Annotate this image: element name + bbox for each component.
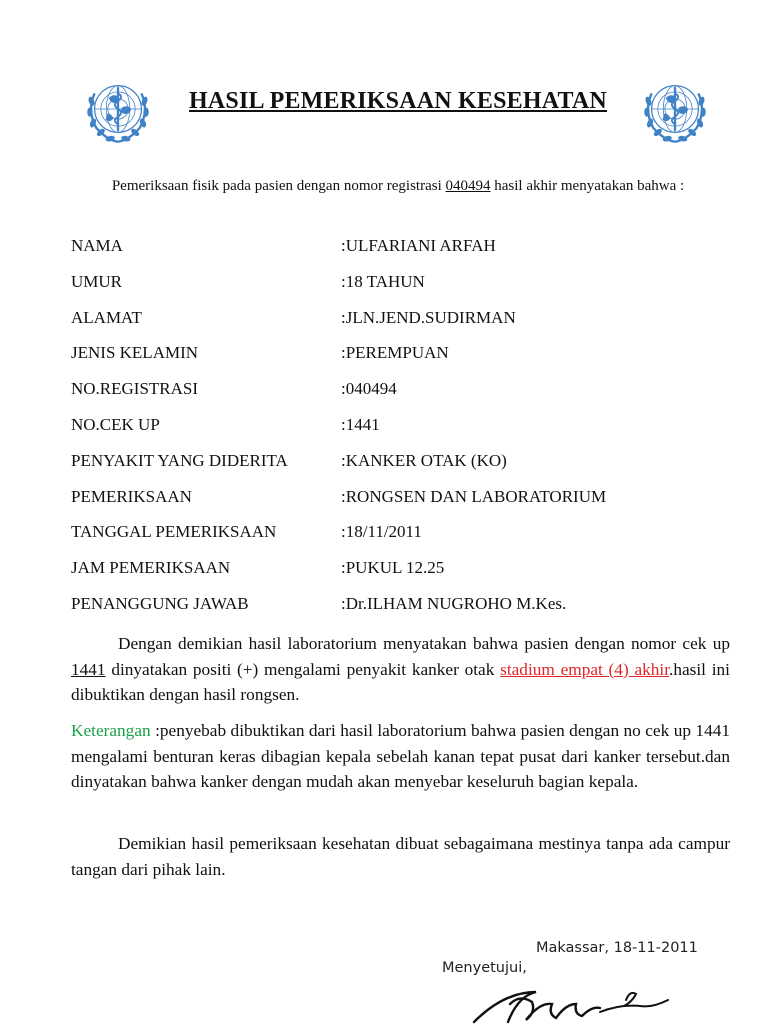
field-row-penyakit <box>71 451 751 487</box>
field-row-umur <box>71 272 751 308</box>
intro-text-after: hasil akhir menyatakan bahwa : <box>490 178 685 194</box>
stage-highlight: stadium empat (4) akhir <box>500 659 670 679</box>
field-label: JENIS KELAMIN <box>71 343 199 363</box>
approval-label: Menyetujui, <box>442 960 527 976</box>
checkup-number: 1441 <box>71 659 106 679</box>
result-paragraph <box>71 631 730 708</box>
field-row-jenis-kelamin <box>71 343 751 379</box>
field-label: NO.CEK UP <box>71 414 160 434</box>
result-text-1: Dengan demikian hasil laboratorium menyatakan bahwa pasien dengan nomor cek up <box>118 634 730 653</box>
field-label: ALAMAT <box>71 307 142 327</box>
field-value: :ULFARIANI ARFAH <box>341 236 496 255</box>
field-value: :KANKER OTAK (KO) <box>341 450 507 470</box>
field-label: TANGGAL PEMERIKSAAN <box>71 522 277 542</box>
intro-line <box>0 178 768 195</box>
field-row-alamat <box>71 308 751 344</box>
field-label: NAMA <box>71 236 123 255</box>
result-text-2: dinyatakan positi (+) mengalami penyakit kanker otak <box>105 659 501 679</box>
field-label: NO.REGISTRASI <box>71 379 199 399</box>
registration-number: 040494 <box>445 178 491 194</box>
signature-icon <box>470 982 690 1024</box>
field-value: :1441 <box>341 414 380 434</box>
field-row-tanggal <box>71 522 751 558</box>
field-value: :Dr.ILHAM NUGROHO M.Kes. <box>341 593 567 613</box>
field-row-jam <box>71 558 751 594</box>
result-text-3: .hasil ini dibuktikan dengan hasil rongsen. <box>71 659 730 704</box>
field-value: :PEREMPUAN <box>341 343 449 363</box>
field-value: :040494 <box>341 379 397 399</box>
note-label: Keterangan <box>71 721 151 740</box>
document-title: HASIL PEMERIKSAAN KESEHATAN <box>189 88 607 114</box>
closing-text: Demikian hasil pemeriksaan kesehatan dibuat sebagaimana mestinya tanpa ada campur tangan dari pihak lain. <box>71 834 730 879</box>
field-label: PENYAKIT YANG DIDERITA <box>71 450 288 470</box>
field-label: JAM PEMERIKSAAN <box>71 558 231 578</box>
field-row-nama <box>71 236 751 272</box>
field-label: UMUR <box>71 271 123 291</box>
field-value: :RONGSEN DAN LABORATORIUM <box>341 486 607 506</box>
field-row-no-cek-up <box>71 415 751 451</box>
closing-paragraph <box>71 831 730 882</box>
field-value: :18/11/2011 <box>341 522 422 542</box>
note-paragraph <box>71 718 730 795</box>
place-date: Makassar, 18-11-2011 <box>536 940 698 956</box>
intro-text-before: Pemeriksaan fisik pada pasien dengan nomor registrasi <box>111 178 446 194</box>
note-text: :penyebab dibuktikan dari hasil laboratorium bahwa pasien dengan no cek up 1441 mengalami benturan keras dibagian kepala sebelah kanan tepat pusat dari kanker tersebut.dan dinyatakan bahwa kanker dengan mudah akan menyebar keseluruh bagian kepala. <box>71 721 730 791</box>
field-row-no-registrasi <box>71 379 751 415</box>
field-row-penanggung-jawab <box>71 594 751 630</box>
field-value: :JLN.JEND.SUDIRMAN <box>341 307 516 327</box>
patient-info-fields <box>71 236 751 630</box>
field-row-pemeriksaan <box>71 487 751 523</box>
field-value: :PUKUL 12.25 <box>341 558 445 578</box>
field-label: PENANGGUNG JAWAB <box>71 593 249 613</box>
field-value: :18 TAHUN <box>341 271 425 291</box>
field-label: PEMERIKSAAN <box>71 486 192 506</box>
